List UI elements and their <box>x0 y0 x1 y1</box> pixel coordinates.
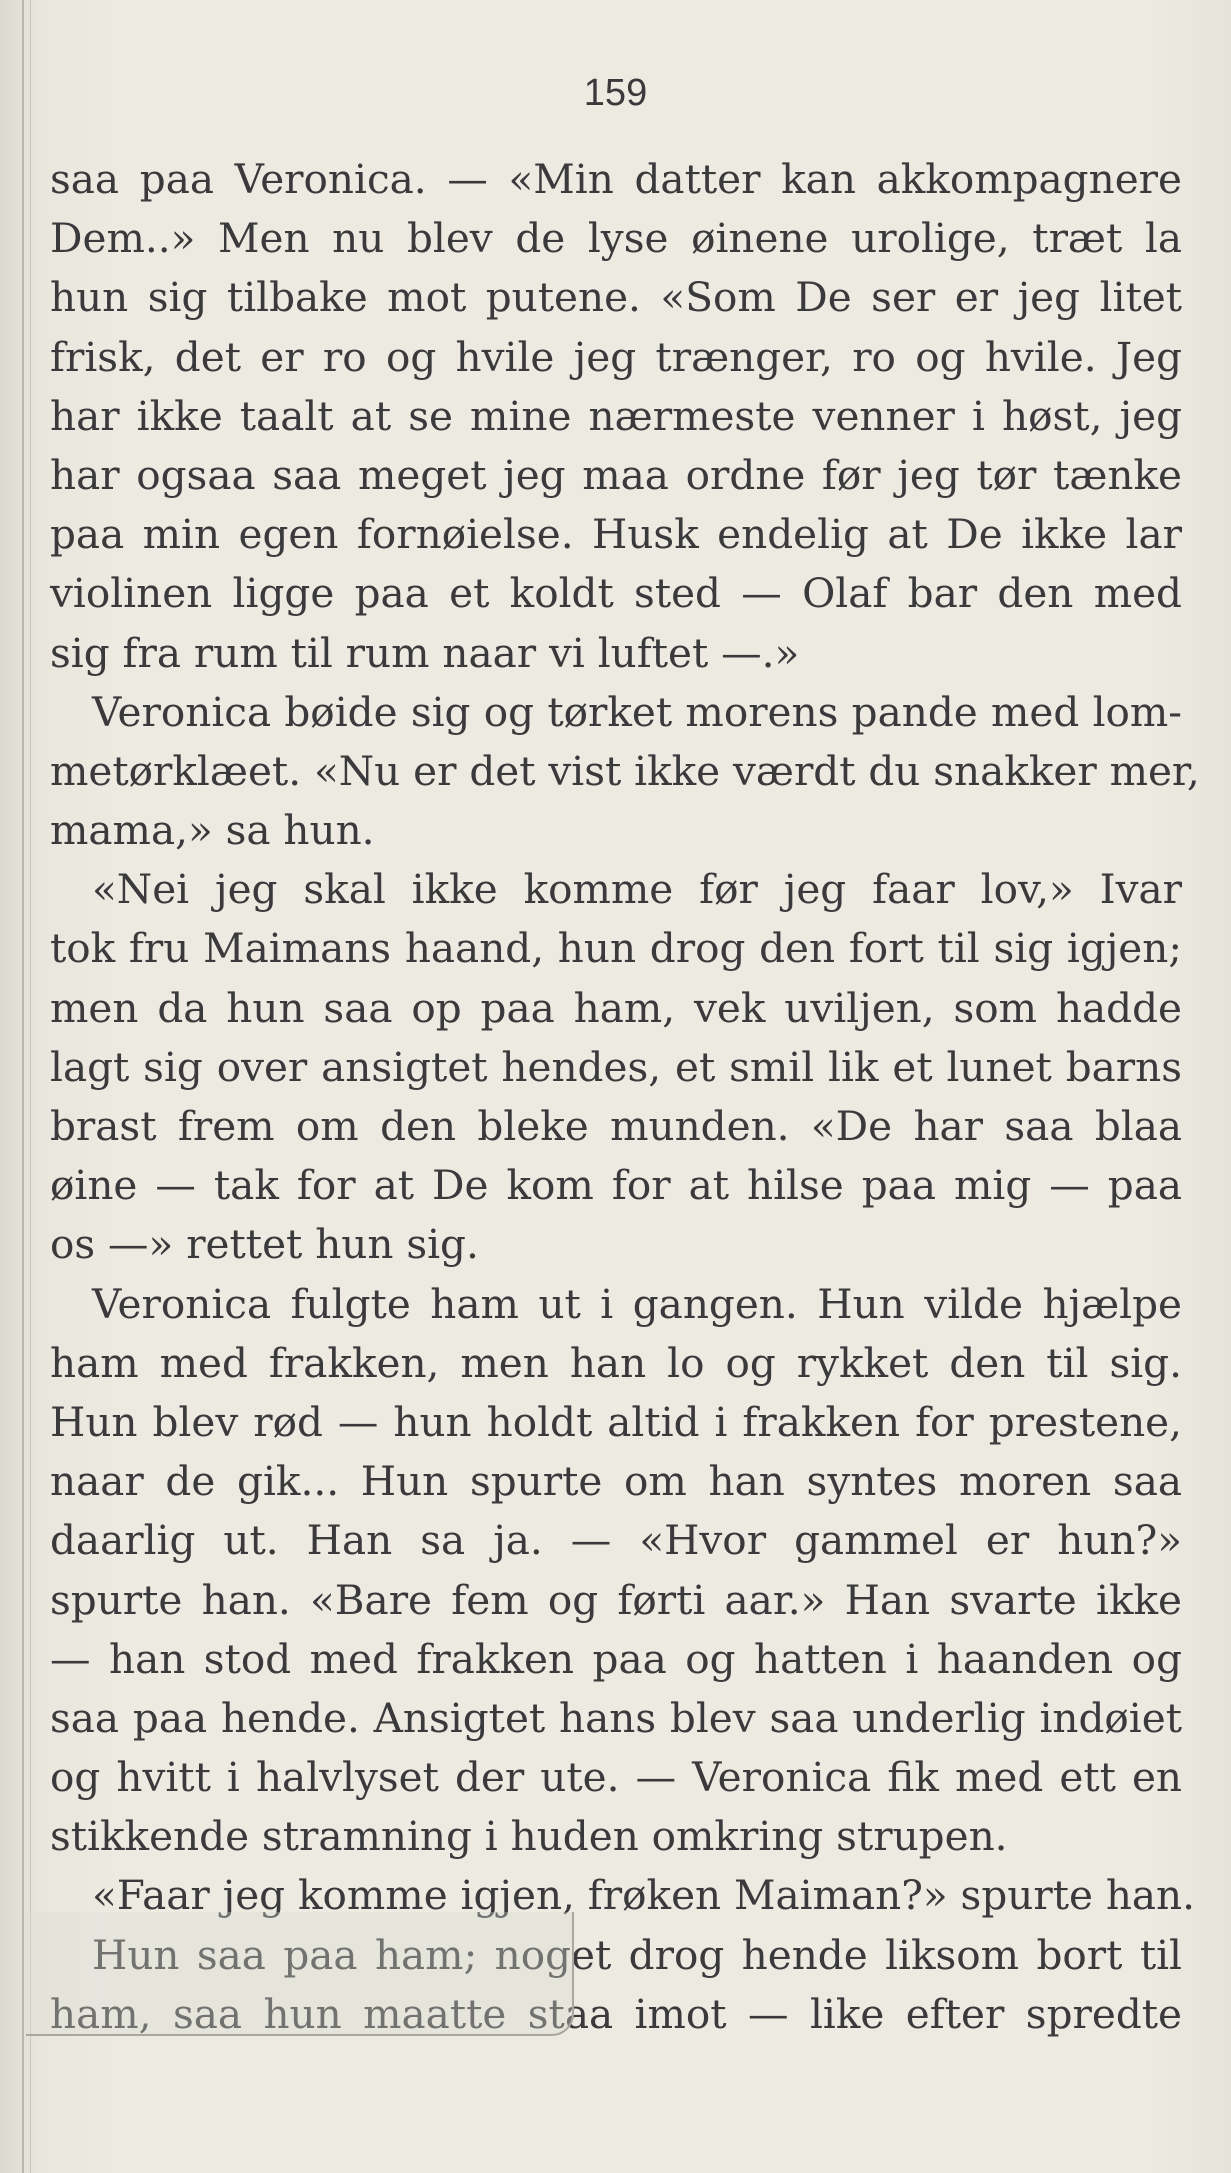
text-line: øine — tak for at De kom for at hilse paa mig — paa <box>50 1161 1182 1210</box>
text-line: lagt sig over ansigtet hendes, et smil lik et lunet barns <box>50 1042 1182 1091</box>
page-number: 159 <box>583 72 648 114</box>
text-line: og hvitt i halvlyset der ute. — Veronica fik med ett en <box>50 1753 1182 1802</box>
text-line: saa paa Veronica. — «Min datter kan akkompagnere <box>50 155 1182 203</box>
text-line: tok fru Maimans haand, hun drog den fort til sig igjen; <box>50 924 1182 973</box>
text-line: daarlig ut. Han sa ja. — «Hvor gammel er hun?» <box>50 1516 1182 1565</box>
body-text <box>50 150 1200 2044</box>
text-line: Hun saa paa ham; noget drog hende liksom bort til <box>92 1930 1182 1979</box>
gutter-inner-line <box>30 0 31 2173</box>
text-line: — han stod med frakken paa og hatten i haanden og <box>50 1634 1182 1683</box>
text-line: Dem..» Men nu blev de lyse øinene urolige, træt la <box>50 214 1182 263</box>
text-line: har ikke taalt at se mine nærmeste venner i høst, jeg <box>50 391 1182 440</box>
text-line: sig fra rum til rum naar vi luftet —.» <box>50 628 800 677</box>
text-line: metørklæet. «Nu er det vist ikke værdt du snakker mer, <box>50 746 1200 795</box>
text-line: spurte han. «Bare fem og førti aar.» Han svarte ikke <box>50 1575 1182 1624</box>
text-line: «Faar jeg komme igjen, frøken Maiman?» spurte han. <box>92 1871 1196 1920</box>
gutter-edge-line <box>22 0 24 2173</box>
paper-slip-overlay <box>26 1912 574 2036</box>
text-line: ham med frakken, men han lo og rykket den til sig. <box>50 1338 1182 1387</box>
text-line: paa min egen fornøielse. Husk endelig at De ikke lar <box>50 510 1182 559</box>
text-line: violinen ligge paa et koldt sted — Olaf bar den med <box>50 569 1182 618</box>
text-line: hun sig tilbake mot putene. «Som De ser er jeg litet <box>50 273 1182 322</box>
text-line: brast frem om den bleke munden. «De har saa blaa <box>50 1102 1182 1150</box>
text-line: «Nei jeg skal ikke komme før jeg faar lov,» Ivar <box>92 865 1182 914</box>
text-line: os —» rettet hun sig. <box>50 1220 479 1269</box>
text-line: men da hun saa op paa ham, vek uviljen, som hadde <box>50 983 1182 1032</box>
text-line: Veronica fulgte ham ut i gangen. Hun vilde hjælpe <box>92 1279 1182 1328</box>
text-line: Veronica bøide sig og tørket morens pande med lom- <box>92 687 1182 736</box>
text-line: ham, saa hun maatte staa imot — like efter spredte <box>50 1989 1182 2038</box>
text-line: stikkende stramning i huden omkring strupen. <box>50 1812 1008 1861</box>
text-line: saa paa hende. Ansigtet hans blev saa underlig indøiet <box>50 1693 1182 1742</box>
text-line: frisk, det er ro og hvile jeg trænger, ro og hvile. Jeg <box>50 332 1182 381</box>
text-line: har ogsaa saa meget jeg maa ordne før jeg tør tænke <box>50 450 1182 499</box>
text-line: naar de gik... Hun spurte om han syntes moren saa <box>50 1457 1182 1506</box>
text-line: mama,» sa hun. <box>50 806 375 855</box>
text-line: Hun blev rød — hun holdt altid i frakken for prestene, <box>50 1397 1182 1446</box>
